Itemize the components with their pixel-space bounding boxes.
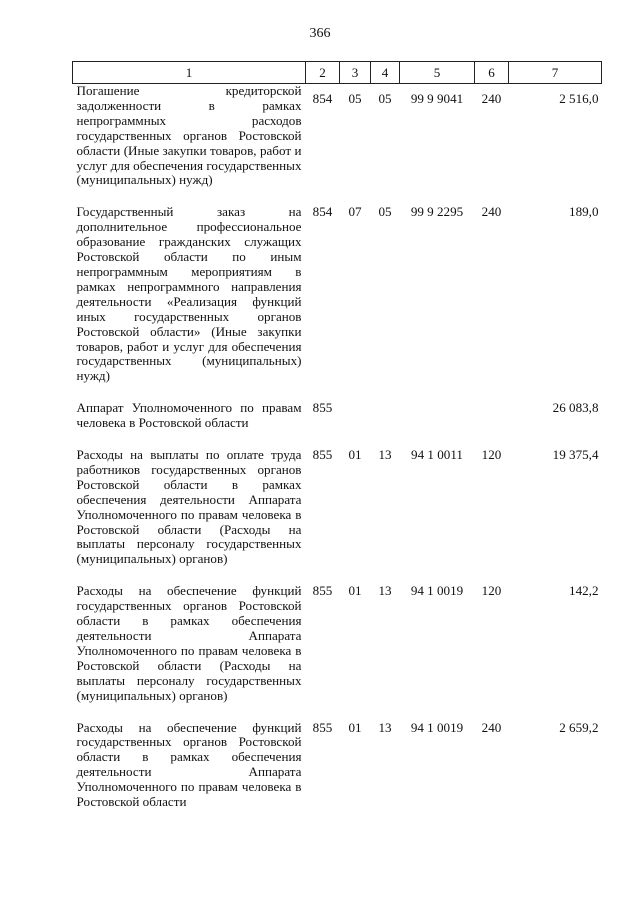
page-number: 366 — [309, 26, 331, 41]
row-description: Расходы на обеспечение функций государственных органов Ростовской области в рамках обеспечения деятельности Аппарата Уполномоченного по правам человека в Ростовской области (Расходы на выплаты персоналу государственных (муниципальных) органов) — [76, 583, 302, 703]
row-expense-type: 240 — [481, 91, 502, 106]
row-section-code: 05 — [348, 91, 362, 106]
row-amount: 189,0 — [569, 204, 599, 220]
row-target-code: 94 1 0019 — [410, 719, 464, 735]
row-ministry-code: 855 — [312, 583, 333, 599]
row-description: Расходы на обеспечение функций государственных органов Ростовской области в рамках обеспечения деятельности Аппарата Уполномоченного по правам человека в Ростовской области — [76, 719, 302, 810]
row-ministry-code: 855 — [312, 447, 333, 463]
row-amount: 2 516,0 — [559, 91, 599, 106]
header-col-3: 3 — [340, 62, 371, 84]
row-spacer — [73, 188, 602, 205]
header-col-4: 4 — [371, 62, 400, 84]
row-spacer — [73, 704, 602, 721]
table-row — [73, 721, 602, 810]
row-spacer — [73, 567, 602, 584]
row-spacer — [73, 384, 602, 401]
row-target-code: 94 1 0011 — [411, 447, 463, 463]
table-row — [73, 84, 602, 189]
row-section-code: 01 — [348, 447, 362, 463]
budget-table — [72, 61, 602, 810]
header-col-7: 7 — [509, 62, 602, 84]
table-row — [73, 584, 602, 703]
row-description: Аппарат Уполномоченного по правам человека в Ростовской области — [76, 400, 302, 431]
row-target-code: 94 1 0019 — [410, 583, 464, 599]
table-row — [73, 205, 602, 384]
row-subsection-code: 13 — [378, 583, 392, 599]
row-subsection-code: 05 — [378, 91, 392, 106]
header-col-5: 5 — [400, 62, 475, 84]
row-ministry-code: 854 — [312, 204, 333, 220]
row-target-code: 99 9 9041 — [410, 91, 464, 106]
row-ministry-code: 855 — [312, 719, 333, 735]
row-section-code: 01 — [348, 719, 362, 735]
row-expense-type — [475, 401, 509, 431]
row-subsection-code: 05 — [378, 204, 392, 220]
row-expense-type: 240 — [481, 719, 502, 735]
row-ministry-code: 854 — [312, 91, 333, 106]
row-section-code: 01 — [348, 583, 362, 599]
row-expense-type: 120 — [481, 447, 502, 463]
header-col-2: 2 — [306, 62, 340, 84]
row-expense-type: 120 — [481, 583, 502, 599]
row-ministry-code: 855 — [312, 400, 333, 416]
row-description: Погашение кредиторской задолженности в рамках непрограммных расходов государственных органов Ростовской области (Иные закупки товаров, работ и услуг для обеспечения государственных (муниципальных) нужд) — [76, 83, 302, 188]
row-spacer — [73, 431, 602, 448]
row-subsection-code: 13 — [378, 719, 392, 735]
row-target-code — [400, 401, 475, 431]
header-col-6: 6 — [475, 62, 509, 84]
row-expense-type: 240 — [481, 204, 502, 220]
row-section-code: 07 — [348, 204, 362, 220]
row-amount: 142,2 — [569, 583, 599, 599]
row-description: Государственный заказ на дополнительное профессиональное образование гражданских служащих Ростовской области по иным непрограммным мероприятиям в рамках непрограммного направления деятельности «Реализация функций иных государственных органов Ростовской области» (Иные закупки товаров, работ и услуг для обеспечения государственных (муниципальных) нужд) — [76, 204, 302, 384]
row-subsection-code: 13 — [378, 447, 392, 463]
table-row — [73, 448, 602, 567]
row-subsection-code — [371, 401, 400, 431]
row-section-code — [340, 401, 371, 431]
row-amount: 19 375,4 — [552, 447, 599, 463]
row-target-code: 99 9 2295 — [410, 204, 464, 220]
table-row — [73, 401, 602, 431]
row-description: Расходы на выплаты по оплате труда работников государственных органов Ростовской области в рамках обеспечения деятельности Аппарата Уполномоченного по правам человека в Ростовской области (Расходы на выплаты персоналу государственных (муниципальных) органов) — [76, 447, 302, 567]
row-amount: 2 659,2 — [559, 719, 599, 735]
header-col-1: 1 — [73, 62, 306, 84]
row-amount: 26 083,8 — [552, 400, 599, 416]
header-row — [73, 62, 602, 84]
